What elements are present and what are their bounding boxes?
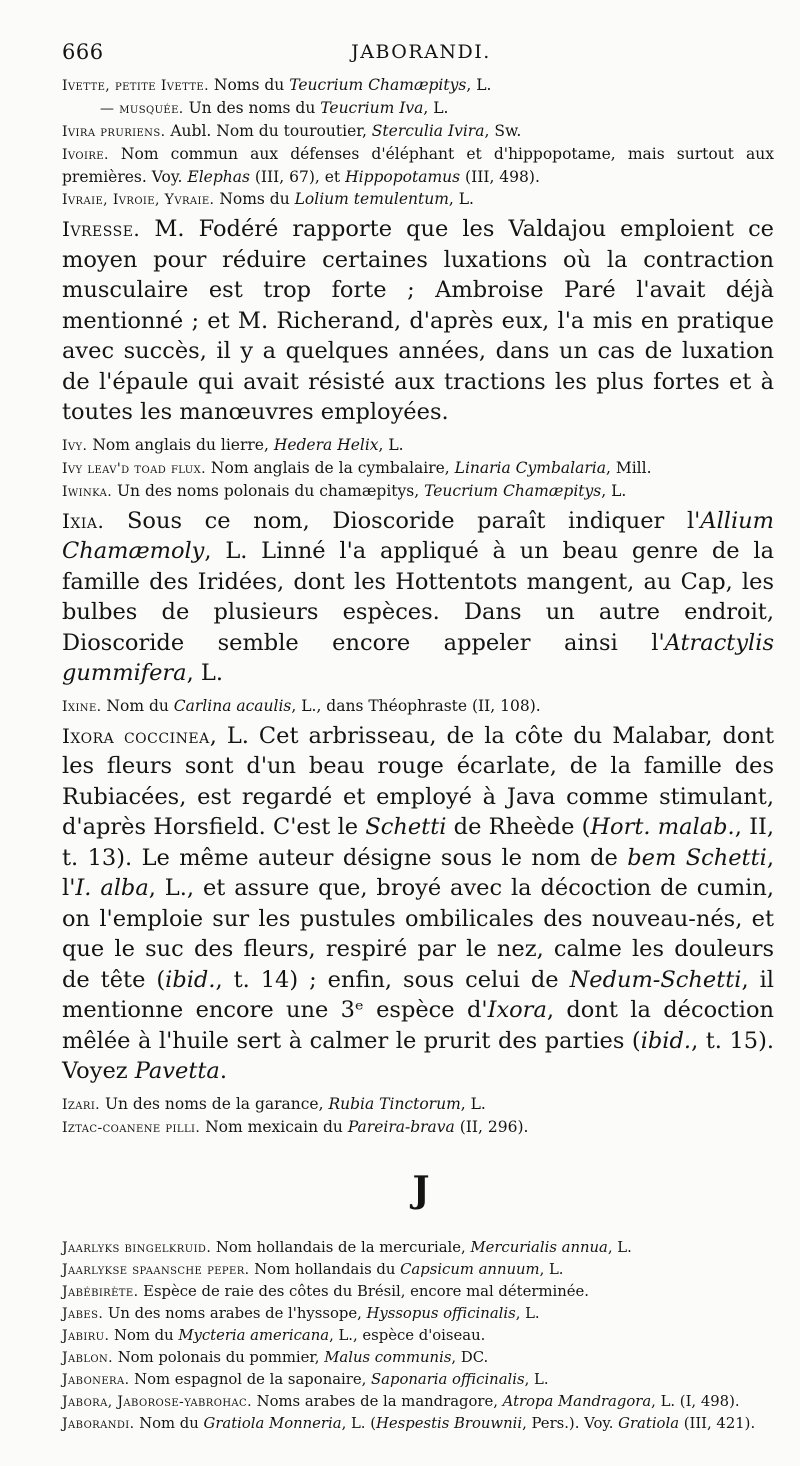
dictionary-entry-ivresse: Ivresse. M. Fodéré rapporte que les Valdajou emploient ce moyen pour réduire certaines luxations où la contraction musculaire est trop forte ; Ambroise Paré l'avait déjà mentionné ; et M. Richerand, d'après eux, l'a mis en pratique avec succès, il y a quelques années, dans un cas de luxation de l'épaule qui avait résisté aux tractions les plus fortes et à toutes les manœuvres employées.	[62, 216, 774, 425]
dictionary-entry: Iztac-coanene pilli. Nom mexicain du Pareira-brava (II, 296).	[62, 1117, 529, 1136]
dictionary-entry: Ivy leav'd toad flux. Nom anglais de la cymbalaire, Linaria Cymbalaria, Mill.	[62, 458, 652, 477]
page-header	[62, 40, 760, 72]
page-body	[62, 74, 774, 1435]
dictionary-entry: Ivira pruriens. Aubl. Nom du touroutier, Sterculia Ivira, Sw.	[62, 122, 522, 140]
dictionary-entry: Jabonera. Nom espagnol de la saponaire, Saponaria officinalis, L.	[62, 1370, 549, 1388]
dictionary-entry: Ivy. Nom anglais du lierre, Hedera Helix, L.	[62, 435, 404, 454]
dictionary-entry-ixora: Ixora coccinea, L. Cet arbrisseau, de la côte du Malabar, dont les fleurs sont d'un beau rouge écarlate, de la famille des Rubiacées, est regardé et employé à Java comme stimulant, d'après Horsfield. C'est le Schetti de Rheède (Hort. malab., II, t. 13). Le même auteur désigne sous le nom de bem Schetti, l'I. alba, L., et assure que, broyé avec la décoction de cumin, on l'emploie sur les pustules ombilicales des nouveau-nés, et que le suc des fleurs, respiré par le nez, calme les douleurs de tête (ibid., t. 14) ; enfin, sous celui de Nedum-Schetti, il mentionne encore une 3ᵉ espèce d'Ixora, dont la décoction mêlée à l'huile sert à calmer le prurit des parties (ibid., t. 15). Voyez Pavetta.	[62, 722, 775, 1084]
dictionary-entry: Jabiru. Nom du Mycteria americana, L., espèce d'oiseau.	[62, 1326, 486, 1344]
dictionary-entry: Jabébirète. Espèce de raie des côtes du Brésil, encore mal déterminée.	[62, 1282, 589, 1300]
dictionary-entry-ixia: Ixia. Sous ce nom, Dioscoride paraît indiquer l'Allium Chamæmoly, L. Linné l'a appliqué à un beau genre de la famille des Iridées, dont les Hottentots mangent, au Cap, les bulbes de plusieurs espèces. Dans un autre endroit, Dioscoride semble encore appeler ainsi l'Atractylis gummifera, L.	[62, 507, 774, 686]
dictionary-entry: Jaarlyks bingelkruid. Nom hollandais de la mercuriale, Mercurialis annua, L.	[62, 1238, 632, 1256]
dictionary-entry: Ivoire. Nom commun aux défenses d'éléphant et d'hippopotame, mais surtout aux premières. Voy. Elephas (III, 67), et Hippopotamus (III, 498).	[62, 145, 774, 186]
dictionary-entry: Ivraie, Ivroie, Yvraie. Noms du Lolium temulentum, L.	[62, 190, 474, 208]
dictionary-entry: Ivette, petite Ivette. Noms du Teucrium Chamæpitys, L.	[62, 76, 492, 94]
dictionary-entry: Jabora, Jaborose-yabrohac. Noms arabes de la mandragore, Atropa Mandragora, L. (I, 498).	[62, 1392, 740, 1410]
dictionary-entry: Iwinka. Un des noms polonais du chamæpitys, Teucrium Chamæpitys, L.	[62, 481, 627, 500]
dictionary-entry: Jaborandi. Nom du Gratiola Monneria, L. (Hespestis Brouwnii, Pers.). Voy. Gratiola (III, 421).	[62, 1414, 756, 1432]
dictionary-entry: Ixine. Nom du Carlina acaulis, L., dans Théophraste (II, 108).	[62, 696, 541, 715]
section-letter-heading: J	[412, 1168, 430, 1211]
page-number: 666	[62, 40, 104, 64]
running-head: JABORANDI.	[351, 41, 491, 63]
dictionary-entry: Izari. Un des noms de la garance, Rubia Tinctorum, L.	[62, 1094, 486, 1113]
dictionary-entry: Jaarlykse spaansche peper. Nom hollandais du Capsicum annuum, L.	[62, 1260, 564, 1278]
dictionary-entry: Jablon. Nom polonais du pommier, Malus communis, DC.	[62, 1348, 489, 1366]
dictionary-entry: Jabes. Un des noms arabes de l'hyssope, Hyssopus officinalis, L.	[62, 1304, 540, 1322]
dictionary-entry: — musquée. Un des noms du Teucrium Iva, L.	[100, 99, 449, 117]
